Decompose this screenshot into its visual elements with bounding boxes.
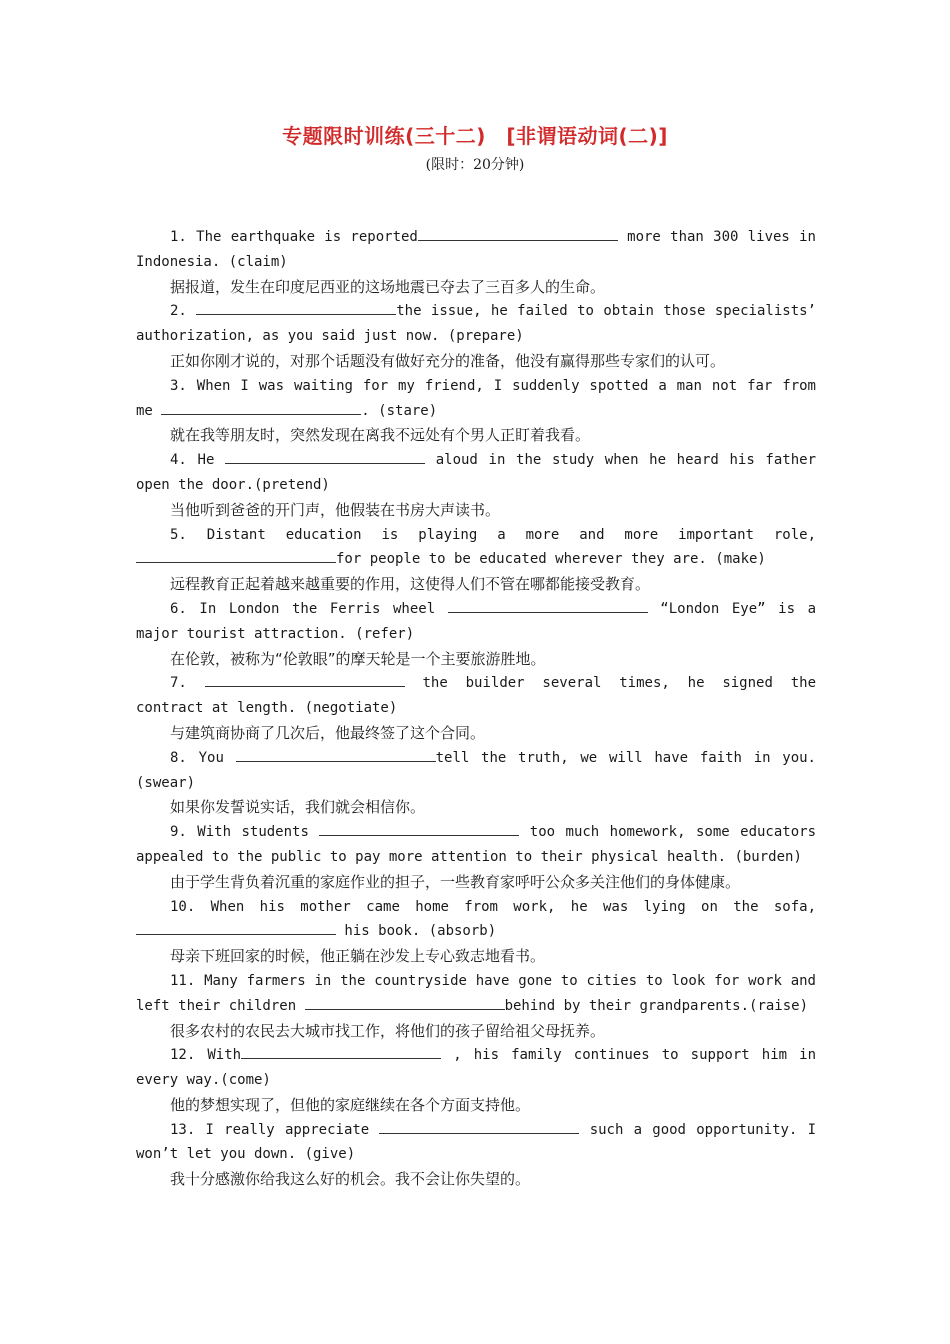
question-text-after: the builder several times, he signed the contract at length. (negotiate) xyxy=(136,675,816,717)
question-item xyxy=(136,1043,816,1093)
answer-blank xyxy=(136,548,336,563)
answer-blank xyxy=(236,747,436,762)
question-translation: 很多农村的农民去大城市找工作，将他们的孩子留给祖父母抚养。 xyxy=(170,1021,606,1040)
answer-blank xyxy=(305,995,505,1010)
question-list xyxy=(136,225,816,1192)
question-text-before: 1. The earthquake is reported xyxy=(170,229,418,245)
question-text-before: 13. I really appreciate xyxy=(170,1121,380,1138)
question-item xyxy=(136,597,816,647)
question-text-before: 4. He xyxy=(170,452,226,469)
question-item xyxy=(136,895,816,945)
question-text-after: aloud in the study when he heard his father open the door.(pretend) xyxy=(136,452,816,493)
question-text-before: 8. You xyxy=(170,749,236,766)
question-translation: 据报道，发生在印度尼西亚的这场地震已夺去了三百多人的生命。 xyxy=(170,277,606,296)
answer-blank xyxy=(418,226,618,241)
question-text-after: . (stare) xyxy=(361,402,438,419)
question-item xyxy=(136,820,816,870)
page-title: 专题限时训练(三十二) [非谓语动词(二)] xyxy=(282,124,668,148)
question-text-after: for people to be educated wherever they are. (make) xyxy=(336,551,766,568)
question-item xyxy=(136,1118,816,1168)
question-item xyxy=(136,671,816,721)
answer-blank xyxy=(319,821,519,836)
question-text-after: too much homework, some educators appealed to the public to pay more attention to their physical health. (burden) xyxy=(136,824,816,865)
question-item xyxy=(136,374,816,424)
question-translation: 在伦敦，被称为“伦敦眼”的摩天轮是一个主要旅游胜地。 xyxy=(170,649,546,668)
answer-blank xyxy=(241,1044,441,1059)
question-text-before: 2. xyxy=(170,303,197,320)
question-text-before: 9. With students xyxy=(170,824,320,841)
answer-blank xyxy=(448,598,648,613)
question-text-after: tell the truth, we will have faith in you. (swear) xyxy=(136,749,816,791)
question-item xyxy=(136,299,816,349)
question-item xyxy=(136,746,816,796)
question-text-before: 11. Many farmers in the countryside have gone to cities to look for work and left their children xyxy=(136,972,816,1014)
question-text-after: the issue, he failed to obtain those specialists’ authorization, as you said just now. (prepare) xyxy=(136,303,816,345)
question-text-after: more than 300 lives in Indonesia. (claim) xyxy=(136,229,816,270)
question-translation: 与建筑商协商了几次后，他最终签了这个合同。 xyxy=(170,723,486,742)
question-text-before: 7. xyxy=(170,675,205,692)
question-item xyxy=(136,523,816,573)
question-text-before: 12. With xyxy=(170,1047,242,1064)
answer-blank xyxy=(161,400,361,415)
time-limit-subtitle: (限时：20分钟) xyxy=(425,157,525,173)
answer-blank xyxy=(196,300,396,315)
answer-blank xyxy=(136,920,336,935)
question-translation: 当他听到爸爸的开门声，他假装在书房大声读书。 xyxy=(170,500,501,519)
question-translation: 我十分感激你给我这么好的机会。我不会让你失望的。 xyxy=(170,1170,531,1189)
question-text-after: behind by their grandparents.(raise) xyxy=(504,997,809,1014)
question-translation: 如果你发誓说实话，我们就会相信你。 xyxy=(170,798,426,817)
question-text-after: “London Eye” is a major tourist attraction. (refer) xyxy=(136,600,816,642)
answer-blank xyxy=(225,449,425,464)
question-item xyxy=(136,969,816,1019)
question-text-after: his book. (absorb) xyxy=(336,923,497,940)
question-text-before: 10. When his mother came home from work, he was lying on the sofa, xyxy=(170,898,816,915)
question-text-after: , his family continues to support him in every way.(come) xyxy=(136,1047,817,1089)
question-text-after: such a good opportunity. I won’t let you down. (give) xyxy=(136,1121,817,1163)
question-translation: 他的梦想实现了，但他的家庭继续在各个方面支持他。 xyxy=(170,1095,531,1114)
question-item xyxy=(136,225,816,275)
question-text-before: 6. In London the Ferris wheel xyxy=(170,600,448,617)
question-translation: 就在我等朋友时，突然发现在离我不远处有个男人正盯着我看。 xyxy=(170,426,591,445)
question-translation: 母亲下班回家的时候，他正躺在沙发上专心致志地看书。 xyxy=(170,947,546,966)
question-text-before: 3. When I was waiting for my friend, I suddenly spotted a man not far from me xyxy=(136,377,816,419)
question-translation: 正如你刚才说的，对那个话题没有做好充分的准备，他没有赢得那些专家们的认可。 xyxy=(170,351,726,370)
answer-blank xyxy=(379,1119,579,1134)
answer-blank xyxy=(205,672,405,687)
question-item xyxy=(136,448,816,498)
question-text-before: 5. Distant education is playing a more and more important role, xyxy=(170,526,816,543)
question-translation: 远程教育正起着越来越重要的作用，这使得人们不管在哪都能接受教育。 xyxy=(170,575,651,594)
question-translation: 由于学生背负着沉重的家庭作业的担子，一些教育家呼吁公众多关注他们的身体健康。 xyxy=(170,872,741,891)
